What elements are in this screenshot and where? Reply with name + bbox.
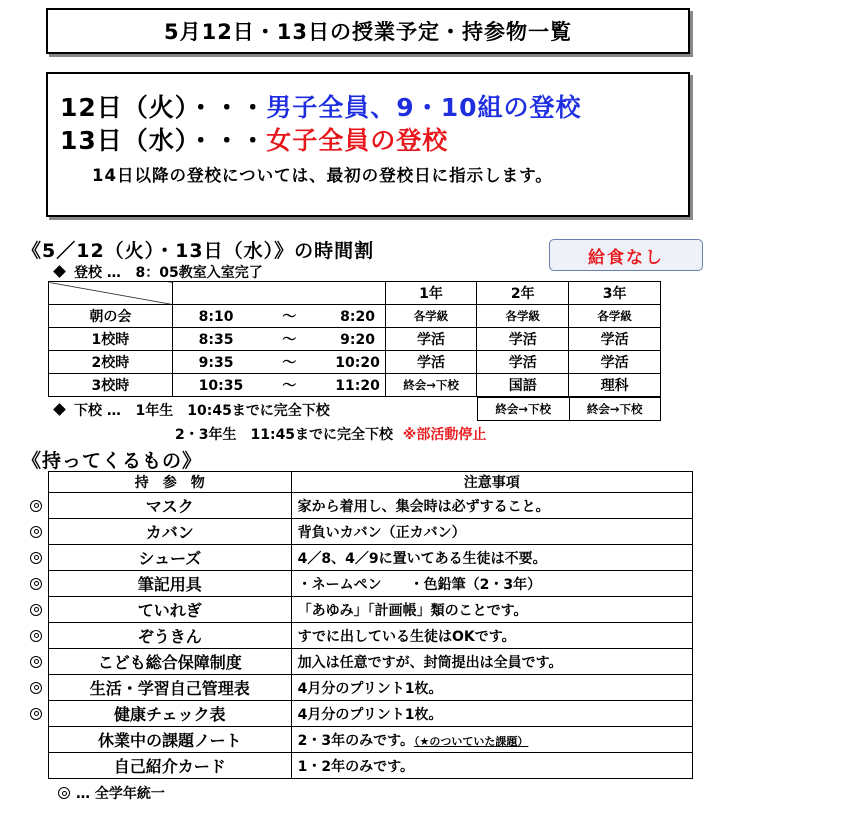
period-name: 2校時 [49, 351, 173, 374]
period-time [172, 305, 385, 328]
timetable-heading: 《5／12（火）・13日（水）》の時間割 [22, 240, 375, 262]
cell-grade-3: 学活 [569, 328, 661, 351]
item-note: 加入は任意ですが、封筒提出は全員です。 [291, 649, 692, 675]
table-row [49, 701, 693, 727]
table-row [49, 649, 693, 675]
dismissal-line-1 [55, 400, 330, 420]
item-note: 4月分のプリント1枚。 [291, 675, 692, 701]
cell-grade-1: 終会→下校 [385, 374, 477, 397]
table-row [49, 675, 693, 701]
item-note-main: 2・3年のみです。 [297, 732, 414, 749]
items-heading: 《持ってくるもの》 [22, 450, 203, 472]
table-row [49, 351, 661, 374]
table-row [49, 727, 693, 753]
period-start: 8:10 [198, 309, 234, 325]
cell-grade-3: 理科 [569, 374, 661, 397]
cell-grade-2: 学活 [477, 351, 569, 374]
dismissal-line-2 [175, 424, 486, 444]
double-circle-icon [30, 604, 42, 616]
arrival-text: 8：05教室入室完了 [135, 265, 263, 281]
items-header-row [49, 472, 693, 493]
diamond-bullet-icon [53, 265, 66, 278]
table-row [49, 519, 693, 545]
period-start: 10:35 [198, 378, 244, 394]
legend [58, 783, 165, 803]
item-name: ぞうきん [49, 623, 292, 649]
item-note: 1・2年のみです。 [291, 753, 692, 779]
item-name: 生活・学習自己管理表 [49, 675, 292, 701]
item-note [291, 727, 692, 753]
notice-text-12: 男子全員、9・10組の登校 [266, 93, 582, 122]
item-name: シューズ [49, 545, 292, 571]
period-start: 9:35 [198, 355, 234, 371]
item-name: ていれぎ [49, 597, 292, 623]
item-name: マスク [49, 493, 292, 519]
cell-grade-3: 学活 [569, 351, 661, 374]
dismissal-extra-table [477, 397, 661, 421]
cell-grade-2: 国語 [477, 374, 569, 397]
double-circle-icon [30, 526, 42, 538]
table-row [49, 545, 693, 571]
item-note: 家から着用し、集会時は必ずすること。 [291, 493, 692, 519]
period-time [172, 374, 385, 397]
col-header-grade-1: 1年 [385, 282, 477, 305]
notice-date-13: 13日（水）・・・ [60, 126, 267, 155]
period-time [172, 351, 385, 374]
item-name: こども総合保障制度 [49, 649, 292, 675]
table-row [49, 374, 661, 397]
table-corner-diagonal [49, 282, 173, 305]
notice-box [46, 72, 690, 217]
notice-date-12: 12日（火）・・・ [60, 93, 267, 122]
period-start: 8:35 [198, 332, 234, 348]
cell-grade-2: 学活 [477, 328, 569, 351]
item-note: ・ネームペン ・色鉛筆（2・3年） [291, 571, 692, 597]
table-row [49, 493, 693, 519]
table-row [49, 753, 693, 779]
table-row [49, 571, 693, 597]
club-stop-note: ※部活動停止 [402, 427, 487, 443]
table-row [49, 623, 693, 649]
cell-grade-1: 各学級 [385, 305, 477, 328]
table-row [49, 305, 661, 328]
item-name: 健康チェック表 [49, 701, 292, 727]
period-tilde: 〜 [282, 332, 297, 348]
cell-grade-3: 各学級 [569, 305, 661, 328]
col-header-grade-2: 2年 [477, 282, 569, 305]
col-header-grade-3: 3年 [569, 282, 661, 305]
notice-line-13 [60, 121, 448, 157]
period-name: 1校時 [49, 328, 173, 351]
item-note: 4月分のプリント1枚。 [291, 701, 692, 727]
period-tilde: 〜 [282, 355, 297, 371]
period-tilde: 〜 [282, 309, 297, 325]
item-name: 筆記用具 [49, 571, 292, 597]
notice-line-12 [60, 88, 581, 124]
period-end: 9:20 [340, 332, 375, 348]
dismissal-cell-grade-3: 終会→下校 [569, 398, 661, 421]
cell-grade-1: 学活 [385, 328, 477, 351]
timetable-table [48, 281, 661, 397]
table-row [478, 398, 661, 421]
page-title: 5月12日・13日の授業予定・持参物一覧 [46, 8, 690, 54]
table-row [49, 597, 693, 623]
item-note-extra: （★のついていた課題） [413, 734, 529, 748]
dismissal-label: 下校 … [74, 403, 121, 419]
period-time [172, 328, 385, 351]
arrival-line [55, 262, 263, 282]
table-row [49, 328, 661, 351]
cell-grade-2: 各学級 [477, 305, 569, 328]
dismissal-grade-1: 1年生 10:45までに完全下校 [135, 403, 330, 419]
cell-grade-1: 学活 [385, 351, 477, 374]
period-end: 10:20 [335, 355, 380, 371]
double-circle-icon [30, 552, 42, 564]
double-circle-icon [30, 708, 42, 720]
dismissal-cell-grade-2: 終会→下校 [478, 398, 570, 421]
item-note: すでに出している生徒はOKです。 [291, 623, 692, 649]
double-circle-icon [30, 656, 42, 668]
dismissal-grade-2-3: 2・3年生 11:45までに完全下校 [175, 427, 394, 443]
diamond-bullet-icon [53, 403, 66, 416]
item-note: 背負いカバン（正カバン） [291, 519, 692, 545]
no-lunch-badge: 給食なし [549, 239, 703, 271]
legend-text: … 全学年統一 [76, 786, 165, 802]
item-name: 休業中の課題ノート [49, 727, 292, 753]
col-header-item: 持 参 物 [49, 472, 292, 493]
notice-text-13: 女子全員の登校 [266, 126, 449, 155]
item-note: 「あゆみ」「計画帳」類のことです。 [291, 597, 692, 623]
period-end: 11:20 [335, 378, 380, 394]
timetable-header-row [49, 282, 661, 305]
item-note: 4／8、4／9に置いてある生徒は不要。 [291, 545, 692, 571]
double-circle-icon [30, 500, 42, 512]
arrival-label: 登校 … [74, 265, 121, 281]
item-name: カバン [49, 519, 292, 545]
items-table [48, 471, 693, 779]
notice-note: 14日以降の登校については、最初の登校日に指示します。 [92, 166, 553, 185]
period-tilde: 〜 [282, 378, 297, 394]
double-circle-icon [58, 787, 70, 799]
double-circle-icon [30, 578, 42, 590]
period-end: 8:20 [340, 309, 375, 325]
col-header-note: 注意事項 [291, 472, 692, 493]
double-circle-icon [30, 630, 42, 642]
period-name: 3校時 [49, 374, 173, 397]
double-circle-icon [30, 682, 42, 694]
item-name: 自己紹介カード [49, 753, 292, 779]
period-name: 朝の会 [49, 305, 173, 328]
